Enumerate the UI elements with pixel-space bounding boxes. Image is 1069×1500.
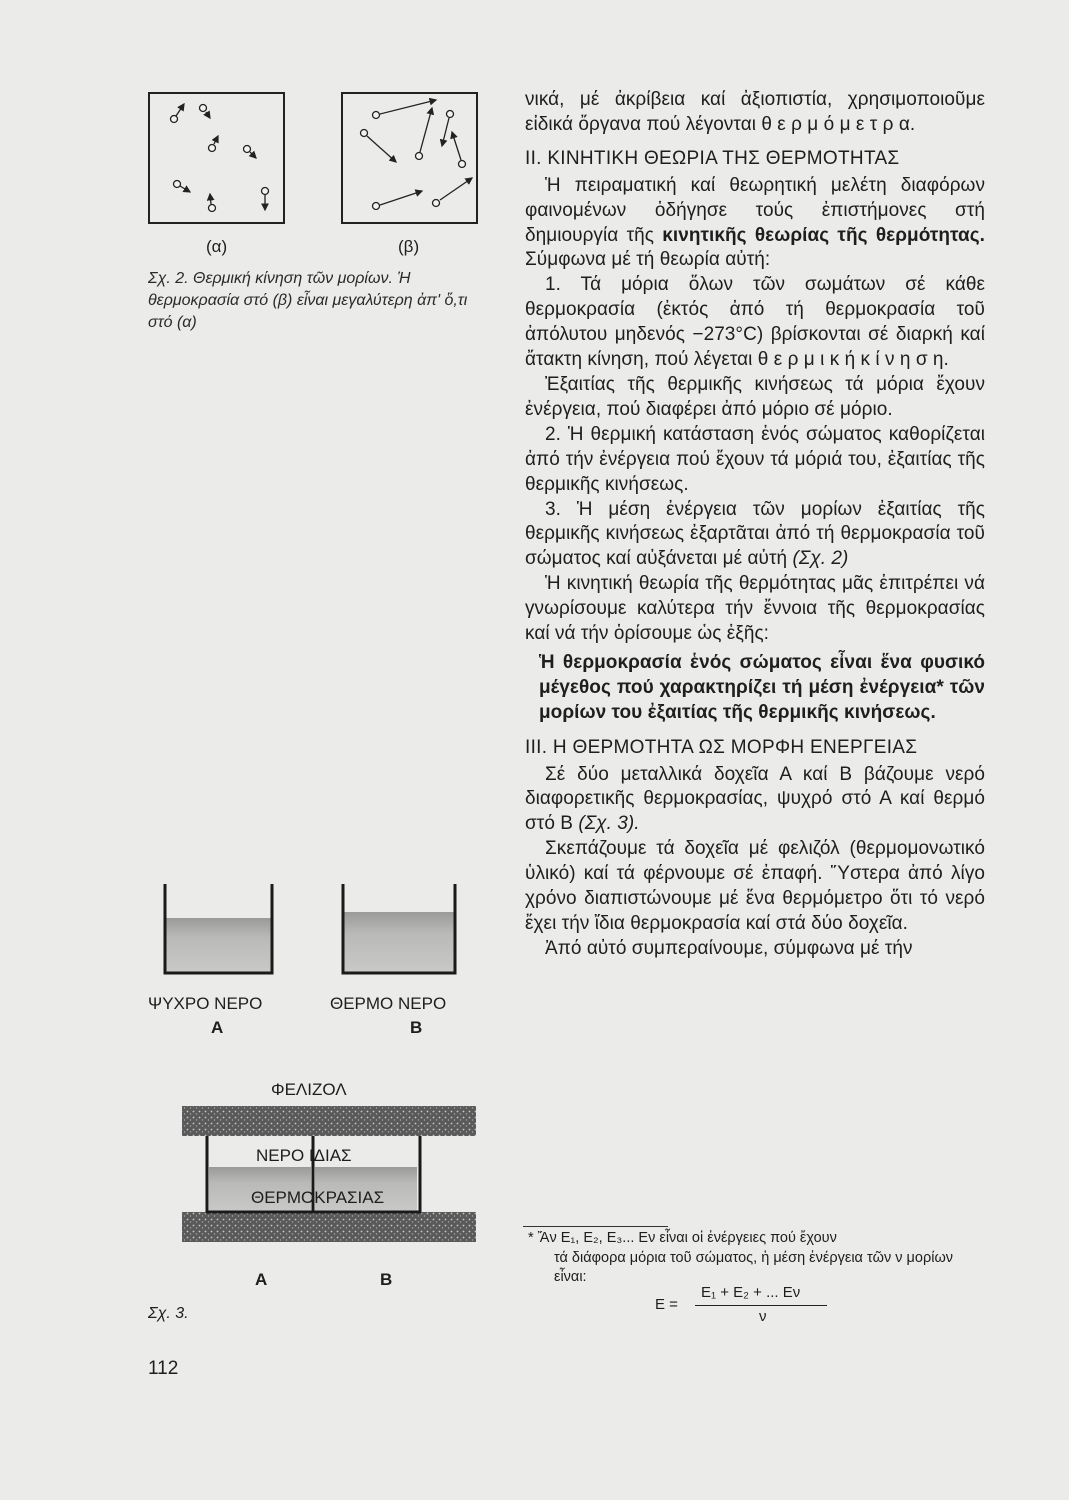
label-foam: ΦΕΛΙΖΟΛ	[271, 1080, 347, 1099]
figure-3-containers	[160, 884, 490, 979]
heading-kinetic-theory: ΙΙ. ΚΙΝΗΤΙΚΗ ΘΕΩΡΙΑ ΤΗΣ ΘΕΡΜΟΤΗΤΑΣ	[525, 147, 900, 169]
formula-lhs: Ε =	[655, 1296, 678, 1313]
figure-2-label-beta: (β)	[398, 237, 420, 256]
heading-heat-energy: ΙΙΙ. Η ΘΕΡΜΟΤΗΤΑ ΩΣ ΜΟΡΦΗ ΕΝΕΡΓΕΙΑΣ	[525, 736, 918, 758]
page-number: 112	[148, 1358, 179, 1379]
kinetic-intro-text: Ἡ πειραματική καί θεωρητική μελέτη διαφόρων φαινομένων ὁδήγησε τούς ἐπιστήμονες στή δημιουργία τῆς	[525, 174, 985, 246]
container-cold	[165, 884, 272, 973]
letter-b-bottom: Β	[380, 1270, 393, 1289]
figure-2-caption: Σχ. 2. Θερμική κίνηση τῶν μορίων. Ἡ θερμοκρασία στό (β) εἶναι μεγαλύτερη ἀπ' ὅ,τι στό (α)	[148, 270, 468, 331]
paragraph-thermometers: νικά, μέ ἀκρίβεια καί ἀξιοπιστία, χρησιμοποιοῦμε εἰδικά ὄργανα πού λέγονται θ ε ρ μ ό μ ε τ ρ α.	[525, 89, 985, 135]
footnote-rule	[523, 1226, 668, 1227]
figure-3-insulated	[180, 1104, 480, 1244]
paragraph-point-2: 2. Ἡ θερμική κατάσταση ἑνός σώματος καθορίζεται ἀπό τήν ἐνέργεια πού ἔχουν τά μόριά του, ἐξαιτίας τῆς θερμικῆς κινήσεως.	[525, 423, 985, 495]
fast-molecules	[361, 100, 473, 210]
foam-top	[182, 1106, 476, 1136]
paragraph-point-3	[525, 498, 985, 573]
label-hot-water: ΘΕΡΜΟ ΝΕΡΟ	[330, 994, 447, 1013]
temperature-definition: Ἡ θερμοκρασία ἑνός σώματος εἶναι ἕνα φυσικό μέγεθος πού χαρακτηρίζει τή μέση ἐνέργεια* τῶν μορίων του ἐξαιτίας τῆς θερμικῆς κινήσεως.	[539, 651, 985, 723]
formula-numerator: Ε₁ + Ε₂ + ... Εν	[701, 1284, 801, 1301]
point-3-text: 3. Ἡ μέση ἐνέργεια τῶν μορίων ἐξαιτίας τῆς θερμικῆς κινήσεως ἐξαρτᾶται ἀπό τή θερμοκρασία τοῦ σώματος καί αὐξάνεται μέ αὐτή	[525, 498, 985, 570]
paragraph-cover: Σκεπάζουμε τά δοχεῖα μέ φελιζόλ (θερμομονωτικό ὑλικό) καί τά φέρνουμε σέ ἐπαφή. Ὕστερα ἀπό λίγο χρόνο διαπιστώνουμε μέ ἕνα θερμόμετρο ὅτι τό νερό ἔχει τήν ἴδια θερμοκρασία καί στά δύο δοχεῖα.	[525, 838, 985, 934]
figure-3-caption: Σχ. 3.	[148, 1305, 189, 1322]
label-same-temp-1: ΝΕΡΟ ΙΔΙΑΣ	[256, 1146, 352, 1165]
footnote-line-2: τά διάφορα μόρια τοῦ σώματος, ἡ μέση ἐνέργεια τῶν ν μορίων εἶναι:	[554, 1249, 954, 1285]
paragraph-definition-intro: Ἡ κινητική θεωρία τῆς θερμότητας μᾶς ἐπιτρέπει νά γνωρίσουμε καλύτερα τήν ἔννοια τῆς θερμοκρασίας καί νά τήν ὁρίσουμε ὡς ἑξῆς:	[525, 573, 985, 645]
paragraph-point-1: 1. Τά μόρια ὅλων τῶν σωμάτων σέ κάθε θερμοκρασία (ἐκτός ἀπό τή θερμοκρασία τοῦ ἀπόλυτου μηδενός −273°C) βρίσκονται σέ διαρκή καί ἄτακτη κίνηση, πού λέγεται θ ε ρ μ ι κ ή κ ί ν η σ η.	[525, 274, 985, 371]
label-same-temp-2: ΘΕΡΜΟΚΡΑΣΙΑΣ	[251, 1188, 385, 1207]
paragraph-energy: Ἐξαιτίας τῆς θερμικῆς κινήσεως τά μόρια ἔχουν ἐνέργεια, πού διαφέρει ἀπό μόριο σέ μόριο.	[525, 373, 985, 420]
paragraph-kinetic-intro	[525, 174, 985, 274]
label-cold-water: ΨΥΧΡΟ ΝΕΡΟ	[148, 994, 263, 1013]
slow-molecules	[171, 104, 269, 212]
foam-bottom	[182, 1212, 476, 1242]
paragraph-experiment	[525, 763, 985, 838]
letter-b-top: Β	[410, 1018, 423, 1037]
point-3-ref: (Σχ. 2)	[792, 548, 849, 570]
footnote-line-1: * Ἄν Ε₁, Ε₂, Ε₃... Εν εἶναι οἱ ἐνέργειες πού ἔχουν	[528, 1230, 837, 1246]
kinetic-intro-end: Σύμφωνα μέ τή θεωρία αὐτή:	[525, 249, 771, 271]
paragraph-conclusion: Ἀπό αὐτό συμπεραίνουμε, σύμφωνα μέ τήν	[545, 937, 913, 959]
text-column	[525, 88, 985, 962]
box-alpha	[149, 93, 284, 223]
figure-2-label-alpha: (α)	[206, 237, 228, 256]
container-hot	[343, 884, 455, 973]
footnote	[528, 1229, 968, 1288]
experiment-text: Σέ δύο μεταλλικά δοχεῖα Α καί Β βάζουμε νερό διαφορετικῆς θερμοκρασίας, ψυχρό στό Α καί θερμό στό Β	[525, 763, 985, 835]
letter-a-bottom: Α	[255, 1270, 268, 1289]
formula-denominator: ν	[759, 1308, 767, 1325]
box-beta	[342, 93, 477, 223]
experiment-ref: (Σχ. 3).	[578, 813, 640, 835]
kinetic-theory-term: κινητικῆς θεωρίας τῆς θερμότητας.	[662, 224, 985, 246]
formula-bar	[695, 1305, 827, 1306]
figure-2-molecules	[146, 90, 486, 260]
letter-a-top: Α	[211, 1018, 224, 1037]
